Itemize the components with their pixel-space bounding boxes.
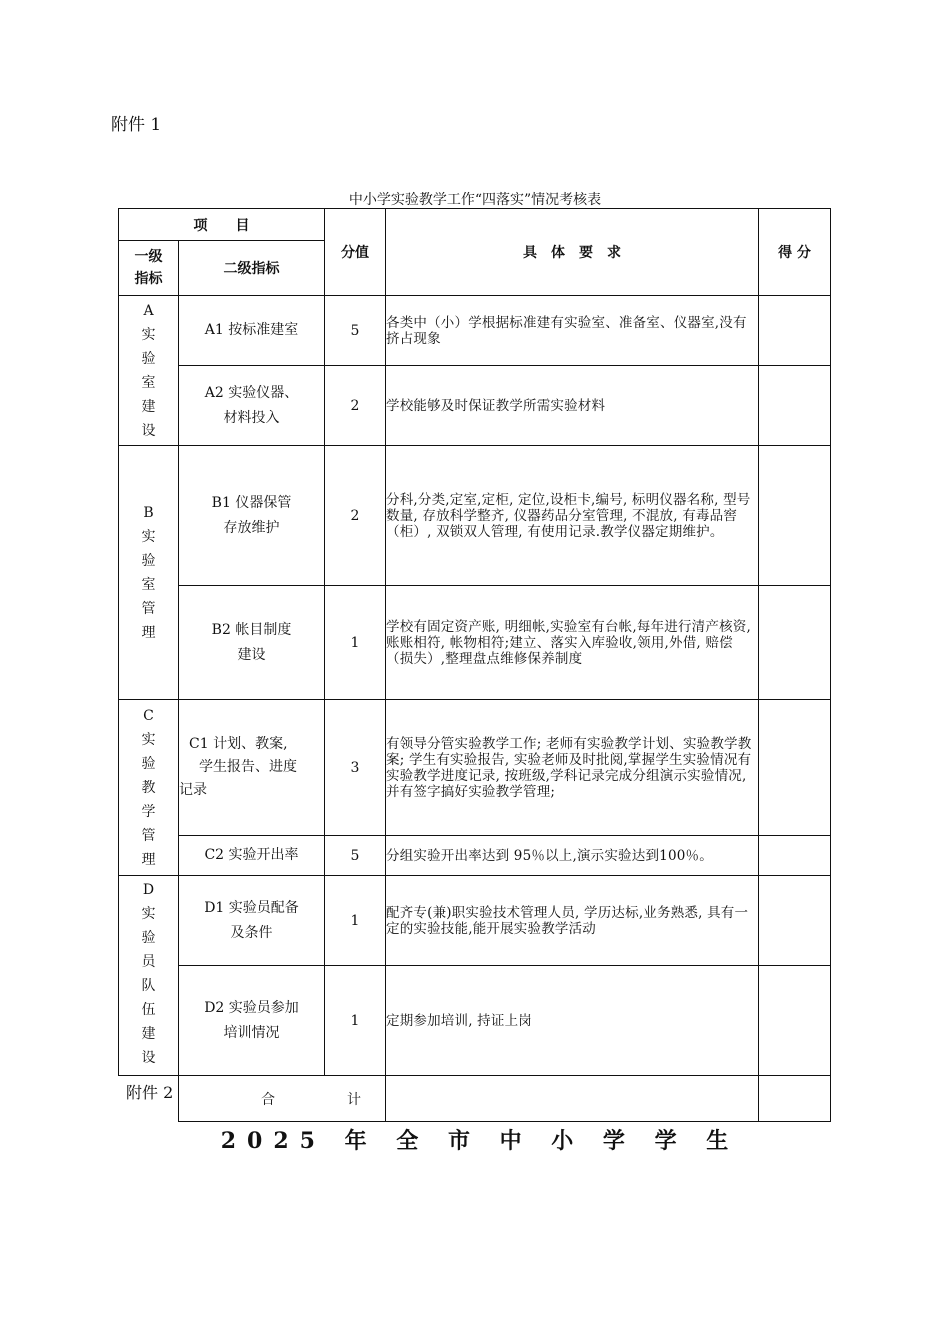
score-d1: 1: [325, 876, 386, 966]
table-row: [119, 876, 831, 966]
requirement-a2: 学校能够及时保证教学所需实验材料: [386, 366, 759, 446]
level2-d2: D2 实验员参加 培训情况: [179, 966, 325, 1076]
requirement-b2: 学校有固定资产账, 明细帐,实验室有台帐,每年进行清产核资, 账账相符, 帐物相符;建立、落实入库验收,领用,外借, 赔偿（损失）,整理盘点维修保养制度: [386, 586, 759, 700]
level2-d1: D1 实验员配备 及条件: [179, 876, 325, 966]
requirement-b1: 分科,分类,定室,定柜, 定位,设柜卡,编号, 标明仪器名称, 型号数量, 存放科学整齐, 仪器药品分室管理, 不混放, 有毒品窖（柜）, 双锁双人管理, 有使用记录.教学仪器定期维护。: [386, 446, 759, 586]
table-row: [119, 296, 831, 366]
requirement-c2: 分组实验开出率达到 95％以上,演示实验达到100％。: [386, 836, 759, 876]
header-result: 得 分: [759, 209, 831, 296]
level2-c1-line3: 记录: [179, 782, 207, 798]
header-level2: 二级指标: [179, 241, 325, 296]
total-label: [179, 1076, 386, 1122]
requirement-d1: 配齐专(兼)职实验技术管理人员, 学历达标,业务熟悉, 具有一定的实验技能,能开展实验教学活动: [386, 876, 759, 966]
header-level1: 一级 指标: [119, 241, 179, 296]
next-page-heading: 2025 年 全 市 中 小 学 学 生: [220, 1128, 740, 1154]
header-requirement: 具 体 要 求: [386, 209, 759, 296]
level2-b2: B2 帐目制度 建设: [179, 586, 325, 700]
score-d2: 1: [325, 966, 386, 1076]
level2-a2: A2 实验仪器、 材料投入: [179, 366, 325, 446]
total-result[interactable]: [759, 1076, 831, 1122]
score-a2: 2: [325, 366, 386, 446]
level2-c1-line2: 学生报告、进度: [199, 759, 297, 775]
result-c2[interactable]: [759, 836, 831, 876]
requirement-c1: 有领导分管实验教学工作; 老师有实验教学计划、实验教学教案; 学生有实验报告, 实验老师及时批阅,掌握学生实验情况有实验教学进度记录, 按班级,学科记录完成分组演示实验情况,并有签字搞好实验教学管理;: [386, 700, 759, 836]
result-a1[interactable]: [759, 296, 831, 366]
header-score: 分值: [325, 209, 386, 296]
level1-c: C 实 验 教 学 管 理: [119, 700, 179, 876]
total-label-b: 计: [347, 1091, 361, 1108]
level1-d: D 实 验 员 队 伍 建 设: [119, 876, 179, 1076]
total-requirement: [386, 1076, 759, 1122]
table-row: [119, 836, 831, 876]
level2-b1: B1 仪器保管 存放维护: [179, 446, 325, 586]
table-row: [119, 966, 831, 1076]
level1-a: A 实 验 室 建 设: [119, 296, 179, 446]
result-b1[interactable]: [759, 446, 831, 586]
table-row: [119, 366, 831, 446]
score-c1: 3: [325, 700, 386, 836]
result-d2[interactable]: [759, 966, 831, 1076]
table-title: 中小学实验教学工作“四落实”情况考核表: [348, 192, 602, 208]
level2-a1: A1 按标准建室: [179, 296, 325, 366]
score-c2: 5: [325, 836, 386, 876]
attachment-2-label: 附件 2: [126, 1080, 177, 1103]
total-label-a: 合: [261, 1091, 275, 1108]
requirement-d2: 定期参加培训, 持证上岗: [386, 966, 759, 1076]
table-row: [119, 586, 831, 700]
attachment-1-label: 附件 1: [111, 115, 162, 135]
requirement-a1: 各类中（小）学根据标准建有实验室、准备室、仪器室,没有挤占现象: [386, 296, 759, 366]
result-b2[interactable]: [759, 586, 831, 700]
level2-c1-line1: C1 计划、教案,: [189, 736, 288, 752]
score-b1: 2: [325, 446, 386, 586]
result-c1[interactable]: [759, 700, 831, 836]
level2-c1: [179, 700, 325, 836]
score-a1: 5: [325, 296, 386, 366]
level2-c2: C2 实验开出率: [179, 836, 325, 876]
score-b2: 1: [325, 586, 386, 700]
table-row: [119, 446, 831, 586]
result-d1[interactable]: [759, 876, 831, 966]
assessment-table: [118, 208, 831, 1122]
level1-b: B 实 验 室 管 理: [119, 446, 179, 700]
header-project: 项 目: [119, 209, 325, 241]
table-row: [119, 700, 831, 836]
total-row: [119, 1076, 831, 1122]
result-a2[interactable]: [759, 366, 831, 446]
